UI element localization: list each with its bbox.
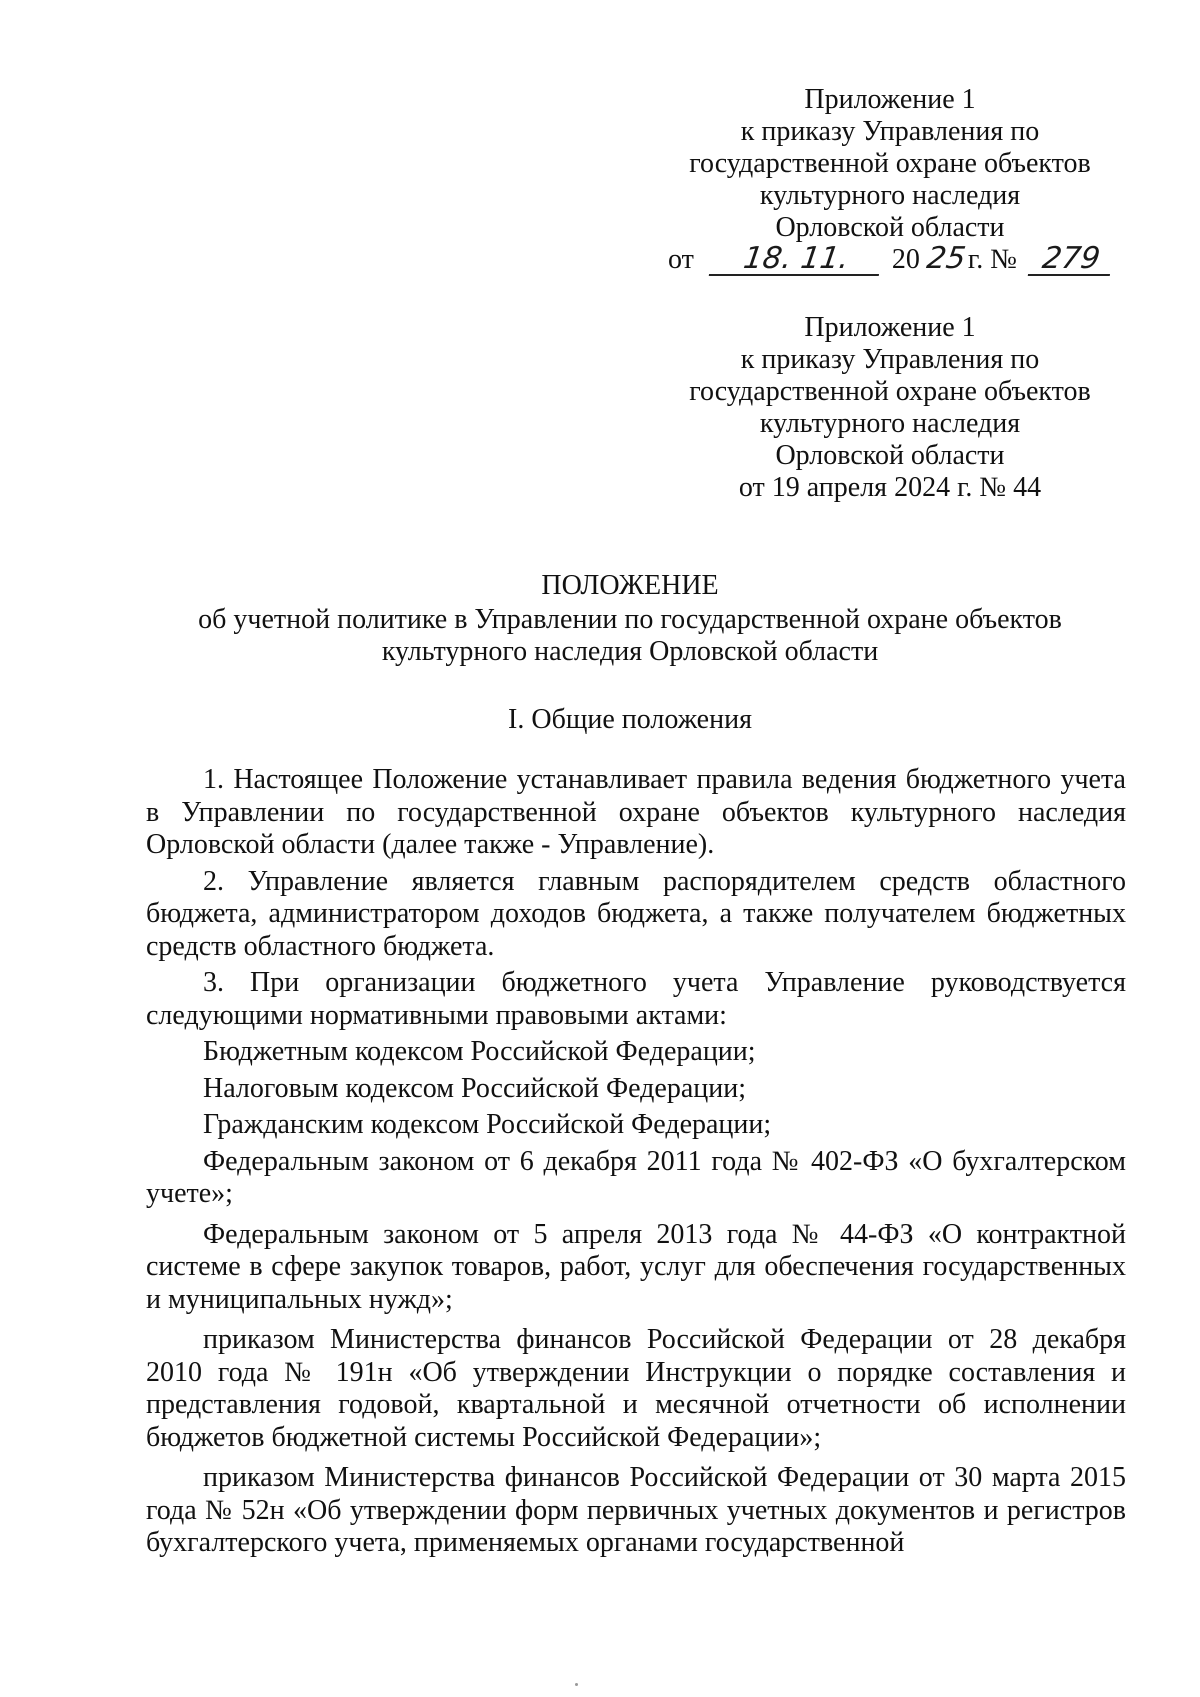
paragraph-7: Федеральным законом от 6 декабря 2011 года № 402-ФЗ «О бухгалтерском учете»; — [146, 1145, 1126, 1209]
appendix-date-line — [650, 241, 1130, 276]
subtitle-line-1: об учетной политике в Управлении по государственной охране объектов — [198, 604, 1062, 635]
paragraph-9: приказом Министерства финансов Российской Федерации от 28 декабря 2010 года № 191н «Об утверждении Инструкции о порядке составления и представления годовой, квартальной и месячной отчетности об исполнении бюджетов бюджетной системы Российской Федерации»; — [146, 1324, 1126, 1453]
handwritten-date: 18. 11. — [709, 244, 883, 276]
date-prefix: от — [668, 244, 694, 275]
handwritten-number: 279 — [1028, 244, 1114, 276]
appendix-org-line2: культурного наследия — [759, 408, 1021, 439]
paragraph-4: Бюджетным кодексом Российской Федерации; — [203, 1036, 756, 1067]
paragraph-8: Федеральным законом от 5 апреля 2013 года № 44-ФЗ «О контрактной системе в сфере закупок товаров, работ, услуг для обеспечения государственных и муниципальных нужд»; — [146, 1218, 1126, 1315]
appendix-org-line1: государственной охране объектов — [689, 148, 1091, 179]
appendix-order-ref: к приказу Управления по — [740, 344, 1040, 375]
appendix-label: Приложение 1 — [804, 84, 976, 115]
document-subtitle — [140, 604, 1120, 668]
section-heading: I. Общие положения — [508, 704, 752, 735]
appendix-region: Орловской области — [775, 212, 1005, 243]
paragraph-5: Налоговым кодексом Российской Федерации; — [203, 1072, 746, 1104]
paragraph-1: 1. Настоящее Положение устанавливает правила ведения бюджетного учета в Управлении по государственной охране объектов культурного наследия Орловской области (далее также - Управление). — [146, 764, 1126, 860]
appendix-block-current — [650, 84, 1130, 276]
paragraph-3: 3. При организации бюджетного учета Управление руководствуется следующими нормативными правовыми актами: — [146, 967, 1126, 1031]
scan-dot — [575, 1683, 578, 1686]
year-suffix: г. № — [967, 244, 1017, 275]
document-body — [146, 764, 1126, 1560]
document-title: ПОЛОЖЕНИЕ — [541, 570, 719, 601]
appendix-org-line1: государственной охране объектов — [689, 376, 1091, 407]
handwritten-year: 25 — [924, 241, 968, 276]
paragraph-10: приказом Министерства финансов Российской Федерации от 30 марта 2015 года № 52н «Об утверждении форм первичных учетных документов и регистров бухгалтерского учета, применяемых органами государственной — [146, 1462, 1126, 1558]
paragraph-2: 2. Управление является главным распорядителем средств областного бюджета, администратором доходов бюджета, а также получателем бюджетных средств областного бюджета. — [146, 865, 1126, 962]
paragraph-6: Гражданским кодексом Российской Федерации; — [203, 1109, 772, 1140]
year-prefix: 20 — [891, 244, 920, 275]
appendix-date: от 19 апреля 2024 г. № 44 — [738, 472, 1042, 503]
subtitle-line-2: культурного наследия Орловской области — [381, 636, 879, 667]
appendix-block-previous — [650, 312, 1130, 504]
appendix-region: Орловской области — [775, 440, 1005, 471]
appendix-order-ref: к приказу Управления по — [740, 116, 1040, 147]
appendix-label: Приложение 1 — [804, 312, 976, 343]
appendix-org-line2: культурного наследия — [759, 180, 1021, 211]
